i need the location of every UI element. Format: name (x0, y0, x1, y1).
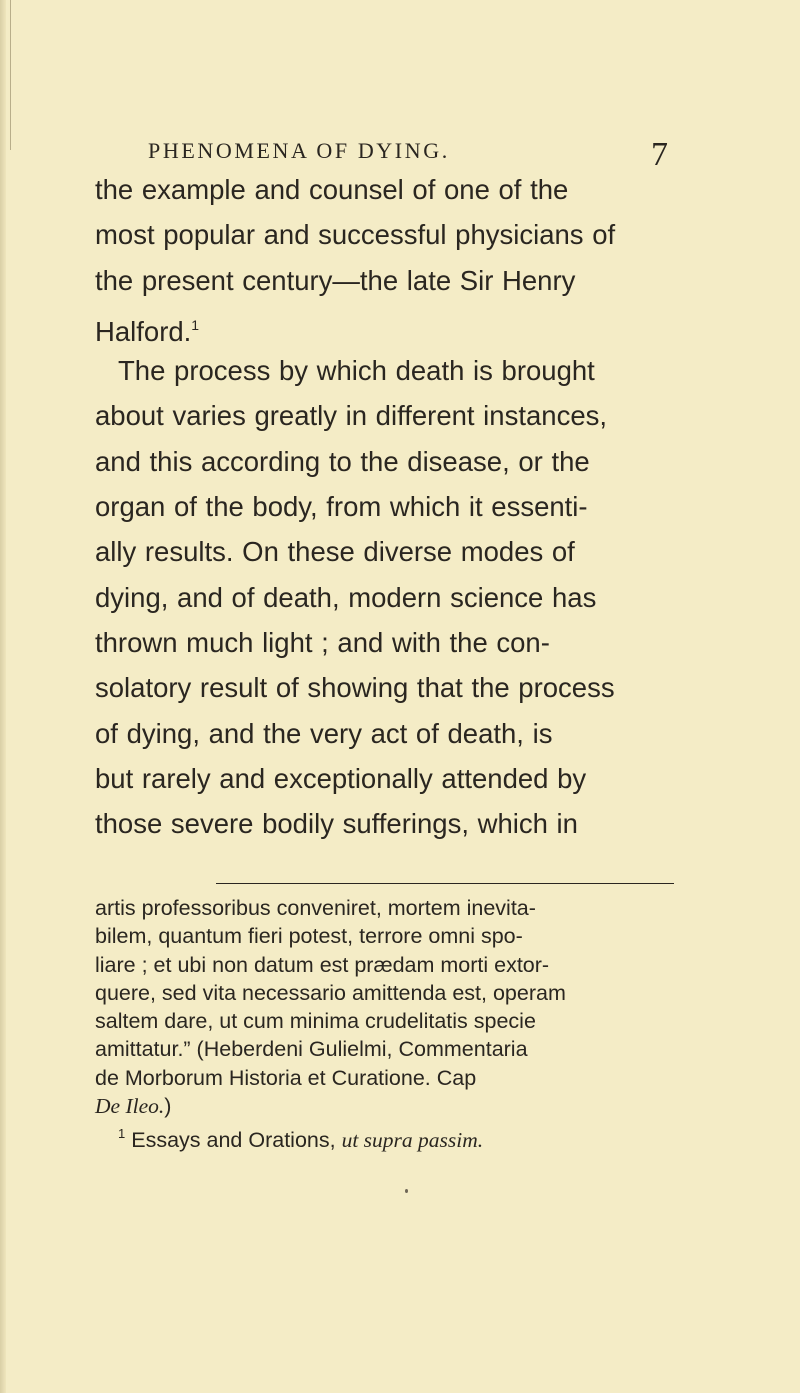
paper-speck (405, 1189, 408, 1193)
body-line: of dying, and the very act of death, is (95, 717, 553, 749)
note-line: de Morborum Historia et Curatione. Cap (95, 1065, 477, 1090)
footnote-italic: ut supra passim. (341, 1128, 484, 1153)
body-line: thrown much light ; and with the con- (95, 626, 550, 658)
footnotes (95, 894, 675, 1153)
note-line: bilem, quantum fieri potest, terrore omni spo- (95, 924, 523, 949)
body-line: dying, and of death, modern science has (95, 581, 597, 613)
body-line-text: Halford. (95, 315, 192, 347)
note-line: amittatur.” (Heberdeni Gulielmi, Commentaria (95, 1037, 528, 1062)
footnote-1 (95, 1120, 675, 1153)
body-line: organ of the body, from which it essenti- (95, 491, 588, 523)
body-line (95, 303, 673, 348)
body-line: those severe bodily sufferings, which in (95, 808, 578, 840)
page-edge (0, 0, 6, 1393)
body-line: most popular and successful physicians of (95, 219, 616, 251)
body-line: the example and counsel of one of the (95, 174, 569, 205)
note-line: artis professoribus conveniret, mortem inevita- (95, 896, 536, 920)
body-line: and this according to the disease, or the (95, 445, 590, 477)
body-line: The process by which death is brought (118, 355, 595, 387)
body-line: ally results. On these diverse modes of (95, 536, 575, 568)
page-number: 7 (651, 136, 668, 173)
note-line (95, 1092, 675, 1120)
body-line: but rarely and exceptionally attended by (95, 762, 587, 794)
footnote-number: 1 (118, 1126, 126, 1142)
footnote-reference: 1 (191, 316, 200, 333)
note-line: liare ; et ubi non datum est prædam morti extor- (95, 952, 550, 977)
running-head-title: PHENOMENA OF DYING. (148, 138, 450, 163)
note-line: quere, sed vita necessario amittenda est, operam (95, 980, 566, 1005)
note-line: saltem dare, ut cum minima crudelitatis specie (95, 1009, 536, 1034)
body-line: solatory result of showing that the process (95, 672, 615, 704)
citation-italic: De Ileo. (95, 1094, 165, 1119)
body-text (95, 167, 673, 846)
footnote-text: Essays and Orations, (131, 1128, 336, 1153)
citation-close: ) (164, 1094, 172, 1119)
page-edge-line (10, 0, 11, 150)
body-line: the present century—the late Sir Henry (95, 264, 576, 296)
body-line: about varies greatly in different instances, (95, 400, 608, 432)
footnote-rule (216, 883, 674, 884)
